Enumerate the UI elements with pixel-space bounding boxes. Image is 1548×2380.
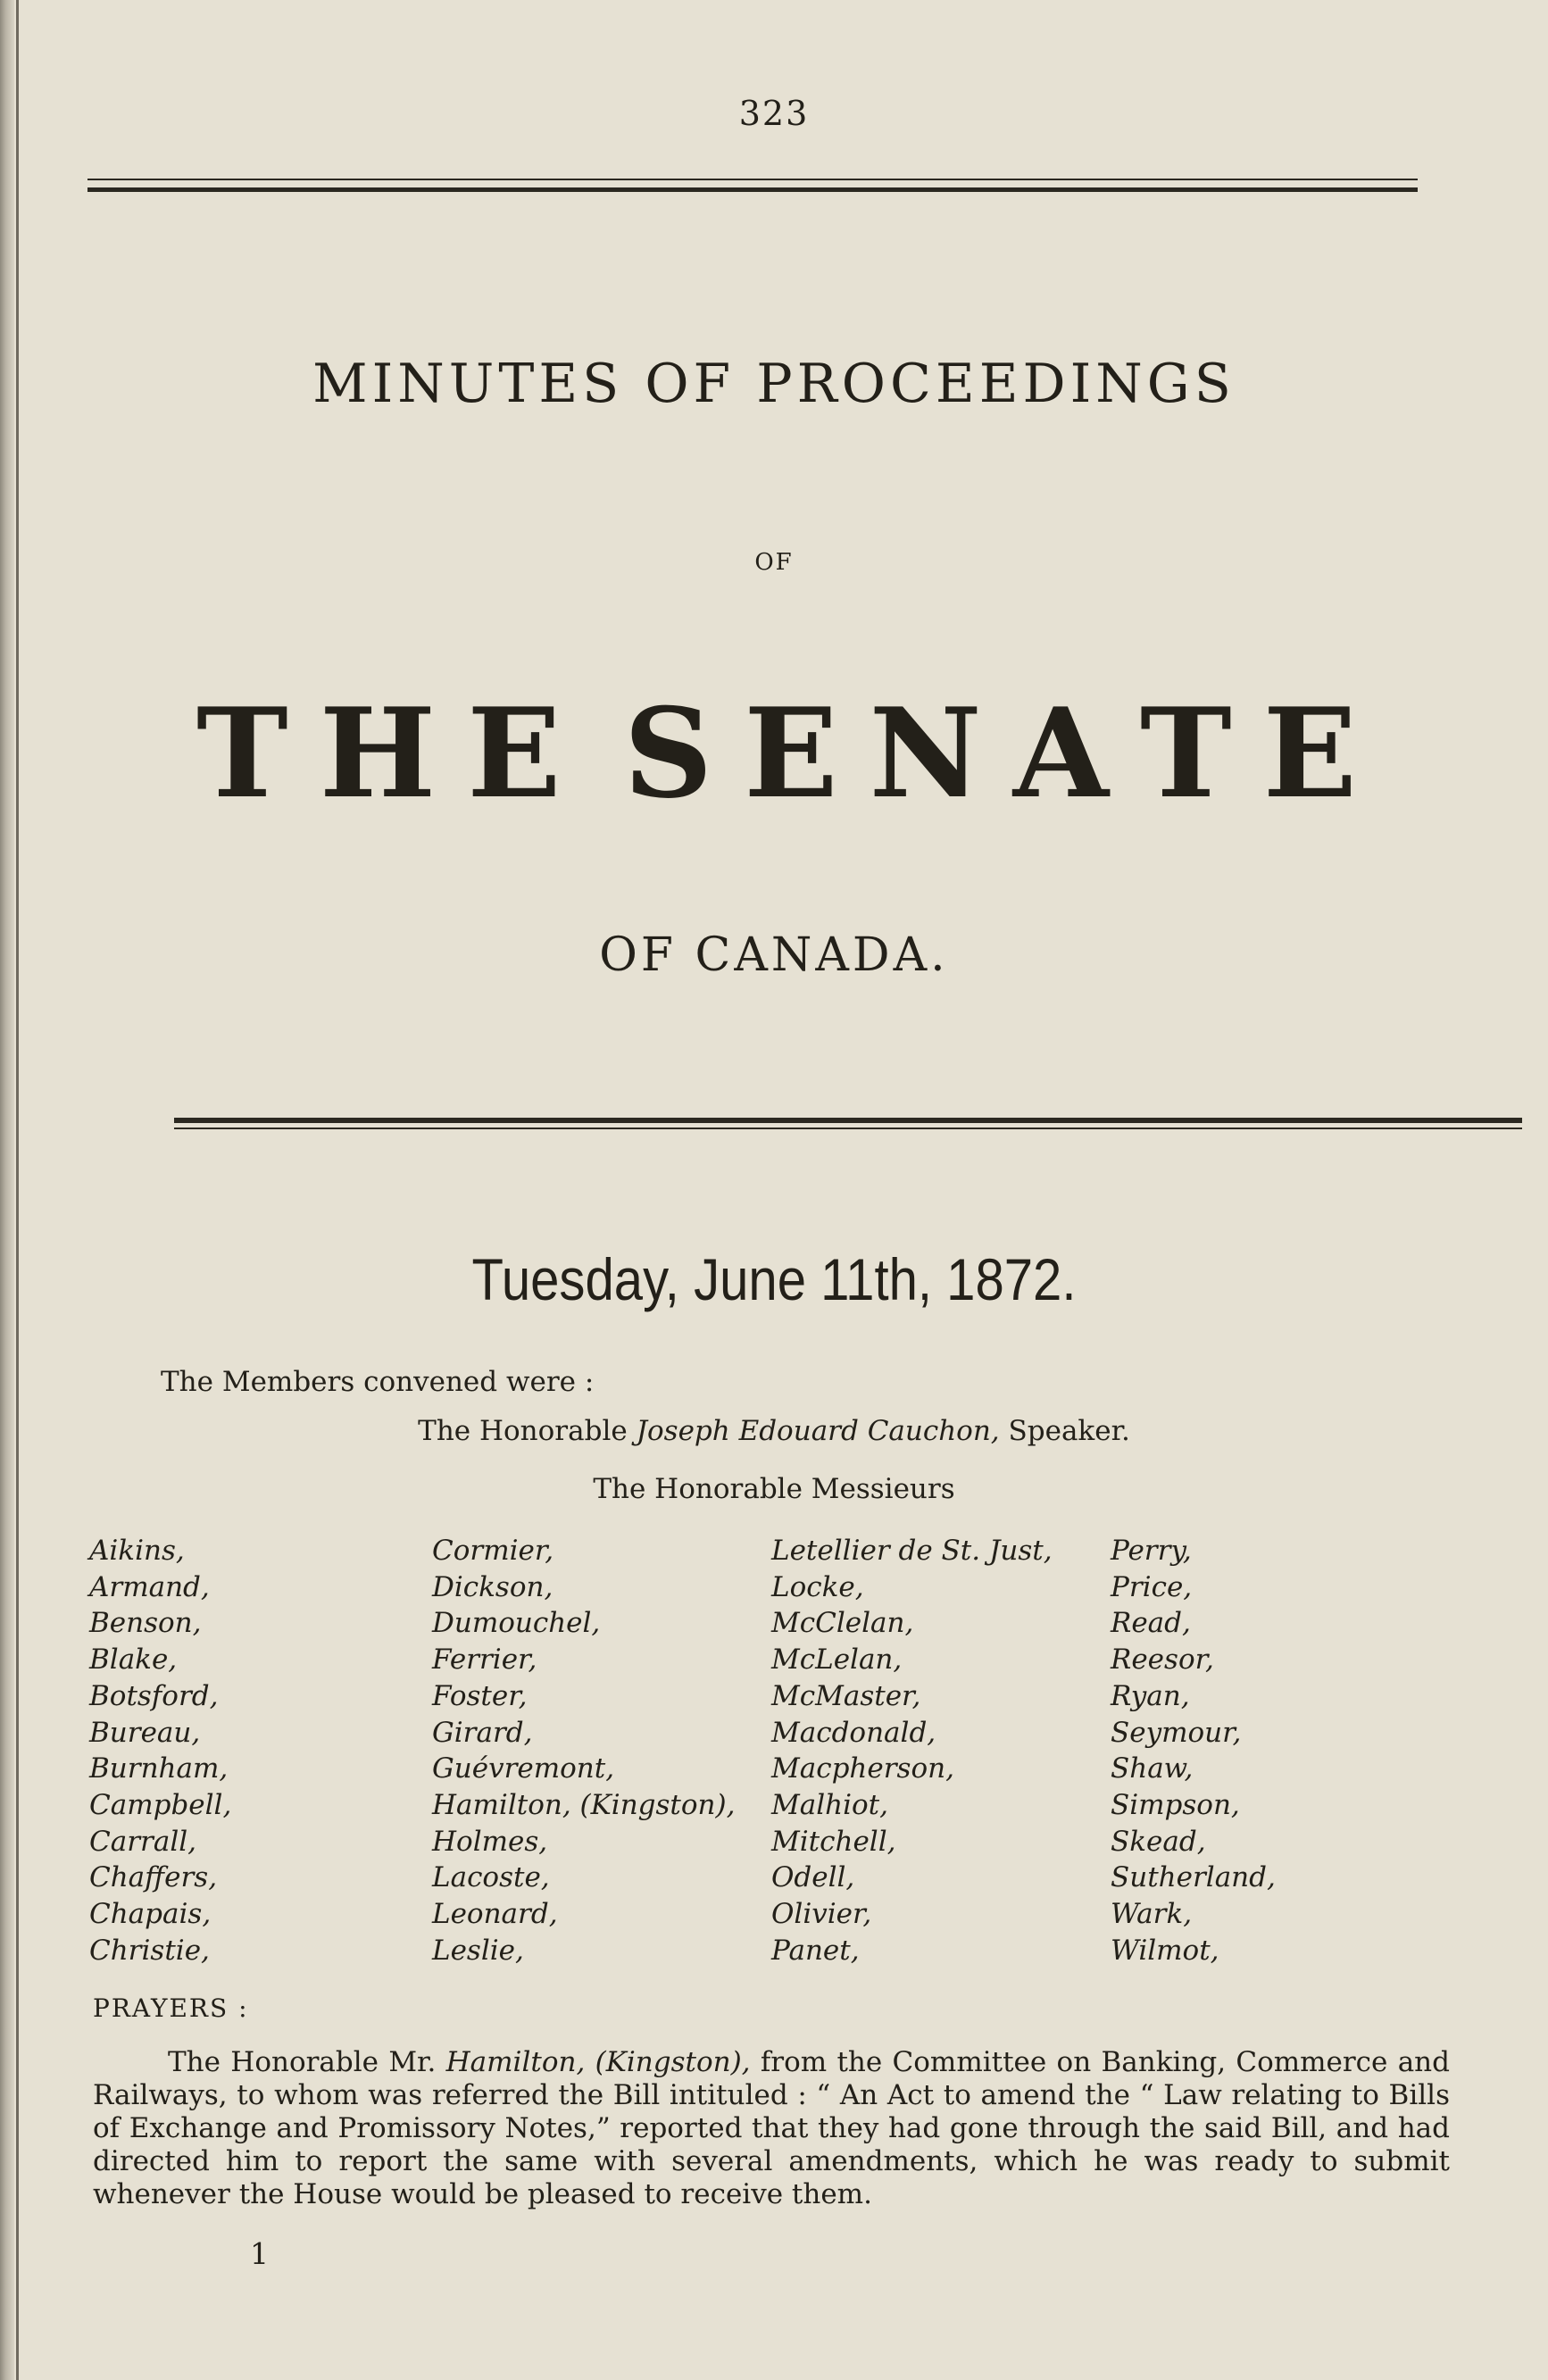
member-name: McClelan,	[771, 1607, 914, 1640]
committee-report-paragraph	[93, 2046, 1450, 2211]
member-name: Dumouchel,	[432, 1607, 601, 1640]
member-name: Seymour,	[1111, 1716, 1242, 1749]
title-the-senate	[196, 680, 1357, 826]
member-name: Perry,	[1111, 1535, 1192, 1567]
member-name: Guévremont,	[432, 1752, 615, 1785]
senate-letter: A	[1012, 680, 1109, 826]
senate-letter: T	[1139, 680, 1232, 826]
member-name: Ferrier,	[432, 1644, 537, 1677]
member-name: Read,	[1111, 1607, 1191, 1640]
members-column-3	[771, 1533, 1053, 1968]
member-name: Hamilton, (Kingston),	[432, 1788, 736, 1821]
senate-letter: E	[744, 680, 838, 826]
member-name: Chaffers,	[89, 1861, 218, 1894]
member-name: Leonard,	[432, 1898, 558, 1931]
member-name: Bureau,	[89, 1716, 201, 1749]
member-name: Girard,	[432, 1716, 533, 1749]
section-rule-thin	[174, 1128, 1522, 1129]
member-name: Foster,	[432, 1679, 528, 1712]
member-name: Simpson,	[1111, 1788, 1240, 1821]
senate-letter: T	[196, 680, 288, 826]
report-member-name: Hamilton, (Kingston),	[445, 2046, 751, 2078]
messieurs-heading: The Honorable Messieurs	[593, 1473, 955, 1505]
members-convened-text: The Members convened were :	[161, 1366, 595, 1398]
members-column-1	[89, 1533, 231, 1968]
member-name: Lacoste,	[432, 1861, 550, 1894]
member-name: Armand,	[89, 1570, 210, 1603]
header-rule-thick	[87, 187, 1418, 192]
member-name: Botsford,	[89, 1679, 219, 1712]
member-name: Mitchell,	[771, 1825, 896, 1858]
member-name: Campbell,	[89, 1788, 232, 1821]
title-of: OF	[754, 549, 794, 576]
title-of-canada: OF CANADA.	[599, 928, 949, 982]
report-text-body: from the Committee on Banking, Commerce and Railways, to whom was referred the Bill intituled : “ An Act to amend the “ Law relating to Bills of Exchange and Promissory Notes,” reported that they had gone through the said Bill, and had directed him to report the same with several amendments, which he was ready to submit whenever the House would be pleased to receive them.	[93, 2046, 1450, 2210]
member-name: Olivier,	[771, 1898, 872, 1931]
member-name: Locke,	[771, 1570, 864, 1603]
page-number: 323	[738, 94, 810, 133]
speaker-suffix: Speaker.	[999, 1415, 1130, 1447]
sitting-date: Tuesday, June 11th, 1872.	[471, 1246, 1077, 1312]
member-name: Leslie,	[432, 1934, 524, 1967]
senate-letter: E	[467, 680, 562, 826]
member-name: Panet,	[771, 1934, 860, 1967]
prayers-heading: PRAYERS :	[93, 1993, 249, 2023]
member-name: Ryan,	[1111, 1679, 1190, 1712]
member-name: Carrall,	[89, 1825, 197, 1858]
member-name: Chapais,	[89, 1898, 212, 1931]
member-name: Christie,	[89, 1934, 210, 1967]
member-name: Price,	[1111, 1570, 1193, 1603]
senate-letter: N	[869, 680, 982, 826]
member-name: Skead,	[1111, 1825, 1206, 1858]
members-column-2	[432, 1533, 735, 1968]
member-name: Shaw,	[1111, 1752, 1194, 1785]
senate-letter: H	[319, 680, 437, 826]
report-text-start: The Honorable Mr.	[168, 2046, 446, 2078]
header-rule-thin	[87, 179, 1418, 180]
speaker-name: Joseph Edouard Cauchon,	[636, 1415, 1000, 1447]
member-name: Dickson,	[432, 1570, 553, 1603]
member-name: Letellier de St. Just,	[771, 1535, 1053, 1567]
member-name: McMaster,	[771, 1679, 921, 1712]
member-name: Burnham,	[89, 1752, 229, 1785]
speaker-line	[0, 1415, 1548, 1447]
member-name: Macpherson,	[771, 1752, 954, 1785]
member-name: Wilmot,	[1111, 1934, 1219, 1967]
senate-letter: S	[623, 680, 713, 826]
member-name: Odell,	[771, 1861, 855, 1894]
member-name: Sutherland,	[1111, 1861, 1276, 1894]
member-name: Holmes,	[432, 1825, 548, 1858]
signature-mark: 1	[250, 2236, 269, 2271]
member-name: Reesor,	[1111, 1644, 1214, 1677]
member-name: Wark,	[1111, 1898, 1193, 1931]
member-name: Benson,	[89, 1607, 202, 1640]
senate-letter: E	[1262, 680, 1357, 826]
member-name: Cormier,	[432, 1535, 554, 1567]
title-minutes-of-proceedings: MINUTES OF PROCEEDINGS	[312, 353, 1236, 415]
member-name: Aikins,	[89, 1535, 185, 1567]
members-column-4	[1111, 1533, 1276, 1968]
member-name: Malhiot,	[771, 1788, 888, 1821]
member-name: Blake,	[89, 1644, 178, 1677]
member-name: McLelan,	[771, 1644, 903, 1677]
member-name: Macdonald,	[771, 1716, 936, 1749]
section-rule-thick	[174, 1118, 1522, 1123]
speaker-prefix: The Honorable	[418, 1415, 637, 1447]
